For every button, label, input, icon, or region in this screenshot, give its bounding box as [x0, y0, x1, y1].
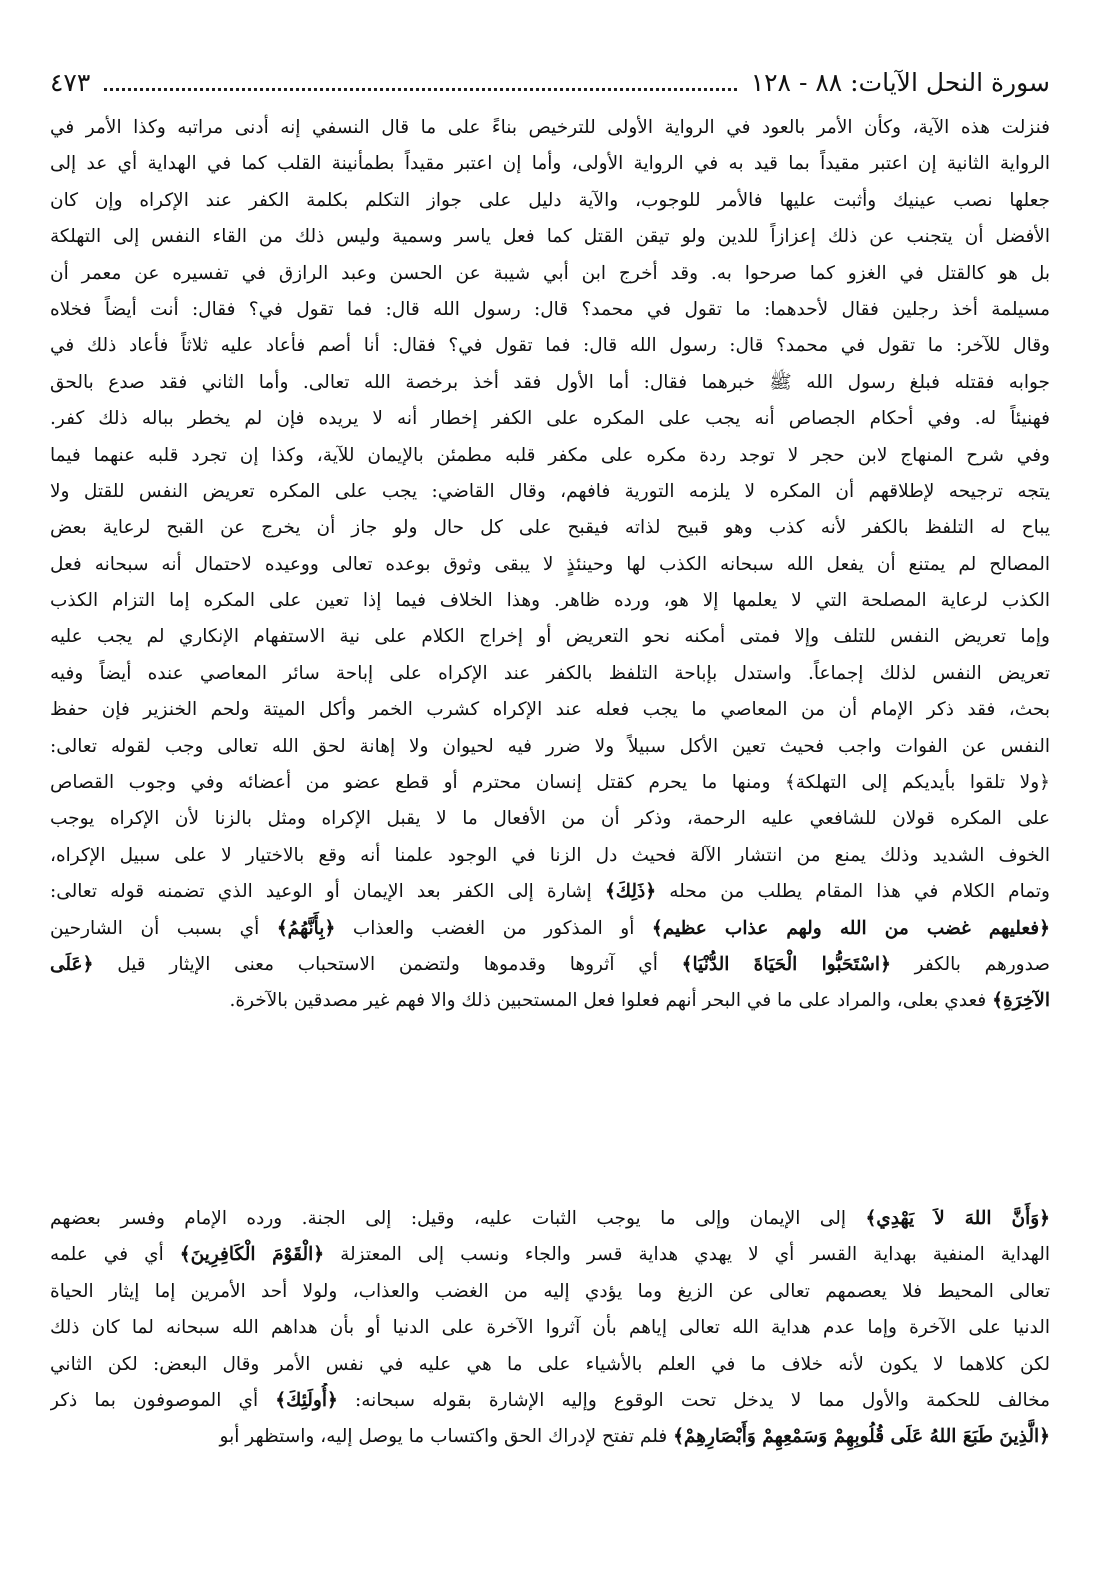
text-line: [50, 256, 1050, 292]
text-run: تعريض النفس لذلك إجماعاً. واستدل بإباحة التلفظ بالكفر عند الإكراه على إباحة سائر المعاصي عنده أيضاً وفيه: [50, 662, 1050, 684]
text-run: جوابه فقتله فبلغ رسول الله ﷺ خبرهما فقال: أما الأول فقد أخذ برخصة الله تعالى. وأما الثاني فقد صدع بالحق: [50, 371, 1050, 393]
text-line: [50, 619, 1050, 655]
text-run: الأفضل أن يتجنب عن ذلك إعزازاً للدين ولو تيقن القتل كما فعل ياسر وسمية وليس ذلك من القاء النفس إلى التهلكة: [50, 226, 1050, 248]
text-line: [50, 401, 1050, 437]
text-line: [50, 183, 1050, 219]
text-run: يتجه ترجيحه لإطلاقهم أن المكره لا يلزمه التورية فافهم، وقال القاضي: يجب على المكره تعريض النفس للقتل ولا: [50, 480, 1050, 502]
surah-title: سورة النحل الآيات: ٨٨ - ١٢٨: [750, 67, 1050, 97]
text-line: [50, 474, 1050, 510]
text-run: بحث، فقد ذكر الإمام أن من المعاصي ما يجب فعله عند الإكراه كشرب الخمر وأكل الميتة ولحم الخنزير فإن حفظ: [50, 699, 1050, 721]
text-line: [50, 1383, 1050, 1419]
text-line: [50, 438, 1050, 474]
quranic-quote: ﴿فعليهم غضب من الله ولهم عذاب عظيم﴾: [651, 917, 1050, 939]
quranic-quote: ﴿عَلَى: [50, 953, 94, 975]
text-run: يباح له التلفظ بالكفر لأنه كذب وهو قبيح لذاته فيقبح على كل حال ولو جاز أن يخرج عن القبح لرعاية بعض: [50, 517, 1050, 539]
text-run: ﴿ولا تلقوا بأيديكم إلى التهلكة﴾ ومنها ما يحرم كقتل إنسان محترم أو قطع عضو من أعضائه وفي وجوب القصاص: [50, 772, 1050, 794]
text-line: [50, 692, 1050, 728]
page-number: ٤٧٣: [50, 67, 91, 97]
quranic-quote: ﴿الْقَوْمَ الْكَافِرِينَ﴾: [179, 1244, 325, 1266]
text-run: أي بسبب أن الشارحين: [50, 917, 277, 939]
text-line: [50, 729, 1050, 765]
text-run: أي في علمه: [50, 1244, 180, 1266]
text-run: صدورهم بالكفر: [890, 953, 1050, 975]
header-dot-leader: [104, 74, 736, 91]
text-line: [50, 838, 1050, 874]
text-line: [50, 510, 1050, 546]
text-run: الهداية المنفية بهداية القسر أي لا يهدي هداية قسر والجاء ونسب إلى المعتزلة: [324, 1244, 1050, 1266]
text-line: [50, 1310, 1050, 1346]
text-line: [50, 1347, 1050, 1383]
text-run: الرواية الثانية إن اعتبر مقيداً بما قيد به في الرواية الأولى، وأما إن اعتبر مقيداً بطمأنينة القلب كما في الهداية أي عد إلى: [50, 153, 1050, 175]
text-line: [50, 1201, 1050, 1237]
commentary-block-1: [50, 110, 1050, 1020]
text-run: الدنيا على الآخرة وإما عدم هداية الله تعالى إياهم بأن آثروا الآخرة على الدنيا أو بأن هداهم الله سبحانه لما كان ذلك: [50, 1317, 1050, 1339]
text-run: مسيلمة أخذ رجلين فقال لأحدهما: ما تقول في محمد؟ قال: رسول الله قال: فما تقول في؟ فقال: أنت أيضاً فخلاه: [50, 298, 1050, 320]
text-run: إلى الإيمان وإلى ما يوجب الثبات عليه، وقيل: إلى الجنة. ورده الإمام وفسر بعضهم: [50, 1208, 866, 1229]
text-line: [50, 583, 1050, 619]
text-line: [50, 146, 1050, 182]
quranic-quote: الآخِرَةِ﴾: [992, 990, 1050, 1012]
quranic-quote: ﴿اسْتَحَبُّوا الْحَيَاةَ الدُّنْيَا﴾: [681, 953, 891, 975]
text-run: وفي شرح المنهاج لابن حجر لا توجد ردة مكره على مكفر قلبه مطمئن بالإيمان للآية، وكذا إن تجرد قلبه عنهما فيما: [50, 444, 1050, 466]
text-line: [50, 328, 1050, 364]
quranic-quote: ﴿وَأَنَّ اللهَ لاَ يَهْدِي﴾: [865, 1208, 1050, 1229]
text-run: أي الموصوفون بما ذكر: [50, 1389, 276, 1411]
text-run: المصالح لم يمتنع أن يفعل الله سبحانه الكذب لها وحينئذٍ لا يبقى وثوق بوعده تعالى ووعيده لاحتمال أنه سبحانه فعل: [50, 553, 1050, 575]
text-run: وقال للآخر: ما تقول في محمد؟ قال: رسول الله قال: فما تقول في؟ فقال: أنا أصم فأعاد عليه ثلاثاً فأعاد ذلك في: [50, 335, 1050, 357]
quranic-quote: ﴿الَّذِينَ طَبَعَ اللهُ عَلَى قُلُوبِهِمْ وَسَمْعِهِمْ وَأَبْصَارِهِمْ﴾: [673, 1426, 1050, 1448]
text-run: تعالى المحيط فلا يعصمهم تعالى عن الزيغ وما يؤدي إليه من الغضب والعذاب، ولولا أحد الأمرين إما إيثار الحياة: [50, 1280, 1050, 1302]
quranic-quote: ﴿بِأَنَّهُمُ﴾: [276, 917, 336, 939]
text-line: [50, 765, 1050, 801]
text-line: [50, 1419, 1050, 1455]
text-line: [50, 365, 1050, 401]
quranic-quote: ﴿ذَلِكَ﴾: [604, 881, 657, 903]
text-line: [50, 292, 1050, 328]
text-line: [50, 656, 1050, 692]
text-run: النفس عن الفوات واجب فحيث تعين الأكل سبيلاً ولا ضرر فيه لحيوان ولا إهانة لحق الله تعالى وجب لقوله تعالى:: [50, 735, 1050, 757]
text-run: فعدي بعلى، والمراد على ما في البحر أنهم فعلوا فعل المستحبين ذلك والا فهم غير مصدقين بالآخرة.: [229, 990, 993, 1012]
text-line: [50, 911, 1050, 947]
text-line: [50, 947, 1050, 983]
text-run: أي آثروها وقدموها ولتضمن الاستحباب معنى الإيثار قيل: [93, 953, 682, 975]
text-run: وتمام الكلام في هذا المقام يطلب من محله: [656, 881, 1050, 903]
text-line: [50, 110, 1050, 146]
running-header: [50, 62, 1050, 102]
text-line: [50, 219, 1050, 255]
text-line: [50, 874, 1050, 910]
text-run: جعلها نصب عينيك وأثبت عليها فالأمر للوجوب، والآية دليل على جواز التكلم بكلمة الكفر عند الإكراه وإن كان: [50, 189, 1050, 211]
text-run: لكن كلاهما لا يكون لأنه خلاف ما في العلم بالأشياء على ما هي عليه في نفس الأمر وقال البعض: لكن الثاني: [50, 1353, 1050, 1375]
text-line: [50, 801, 1050, 837]
text-line: [50, 547, 1050, 583]
text-run: الكذب لرعاية المصلحة التي لا يعلمها إلا هو، ورده ظاهر. وهذا الخلاف فيما إذا تعين على المكره إما التزام الكذب: [50, 590, 1050, 612]
text-run: مخالف للحكمة والأول مما لا يدخل تحت الوقوع وإليه الإشارة بقوله سبحانه:: [337, 1389, 1050, 1411]
text-run: الخوف الشديد وذلك يمنع من انتشار الآلة فحيث دل الزنا في الوجود علمنا أنه وقع بالاختيار لا على سبيل الإكراه،: [50, 844, 1050, 866]
quranic-quote: ﴿أُولَئِكَ﴾: [275, 1389, 338, 1411]
text-line: [50, 1274, 1050, 1310]
text-line: [50, 983, 1050, 1019]
text-run: بل هو كالقتل في الغزو كما صرحوا به. وقد أخرج ابن أبي شيبة عن الحسن وعبد الرازق في تفسيره عن معمر أن: [50, 262, 1050, 284]
text-run: فنزلت هذه الآية، وكأن الأمر بالعود في الرواية الأولى للترخيص بناءً على ما قال النسفي إنه أدنى مراتبه وكذا الأمر في: [50, 117, 1050, 138]
commentary-block-2: [50, 1201, 1050, 1456]
text-run: فهنيئاً له. وفي أحكام الجصاص أنه يجب على المكره على الكفر إخطار أنه لا يريده فإن لم يخطر بباله ذلك كفر.: [50, 408, 1050, 430]
text-run: فلم تفتح لإدراك الحق واكتساب ما يوصل إليه، واستظهر أبو: [219, 1426, 674, 1448]
text-run: على المكره قولان للشافعي عليه الرحمة، وذكر أن من الأفعال ما لا يقبل الإكراه ومثل بالزنا لأن الإكراه يوجب: [50, 808, 1050, 830]
text-line: [50, 1237, 1050, 1273]
text-run: أو المذكور من الغضب والعذاب: [335, 917, 652, 939]
text-run: إشارة إلى الكفر بعد الإيمان أو الوعيد الذي تضمنه قوله تعالى:: [50, 881, 605, 903]
text-run: وإما تعريض النفس للتلف وإلا فمتى أمكنه نحو التعريض أو إخراج الكلام على نية الاستفهام الإنكاري لم يجب عليه: [50, 626, 1050, 648]
